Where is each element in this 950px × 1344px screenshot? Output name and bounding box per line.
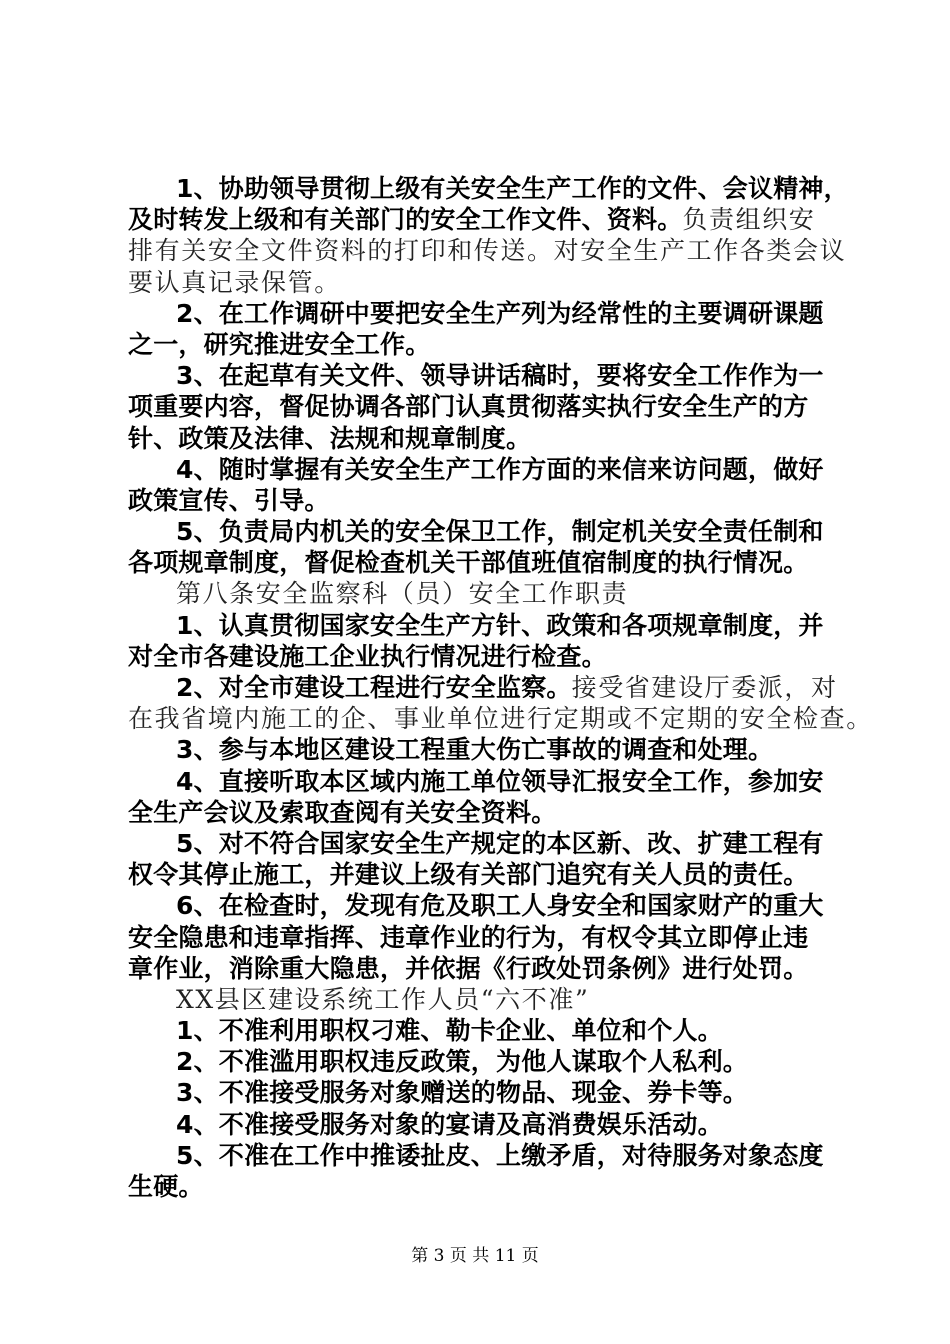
line-text: 章作业，消除重大隐患，并依据《行政处罚条例》进行处罚。 bbox=[128, 953, 809, 983]
line-text: 权令其停止施工，并建议上级有关部门追究有关人员的责任。 bbox=[128, 860, 809, 890]
line-text: 安全隐患和违章指挥、违章作业的行为，有权令其立即停止违 bbox=[128, 922, 809, 952]
text-line bbox=[128, 423, 848, 454]
text-line bbox=[128, 1140, 848, 1171]
text-line bbox=[128, 298, 848, 329]
line-text: 全生产会议及索取查阅有关安全资料。 bbox=[128, 797, 557, 827]
text-line bbox=[128, 1109, 848, 1140]
text-line bbox=[128, 890, 848, 921]
line-text: 4、不准接受服务对象的宴请及高消费娱乐活动。 bbox=[176, 1109, 723, 1139]
text-line bbox=[128, 360, 848, 391]
text-line bbox=[128, 610, 848, 641]
text-line bbox=[128, 953, 848, 984]
text-line bbox=[128, 204, 848, 235]
line-text: 2、在工作调研中要把安全生产列为经常性的主要调研课题 bbox=[176, 298, 824, 328]
text-line bbox=[128, 1077, 848, 1108]
line-text: 6、在检查时，发现有危及职工人身安全和国家财产的重大 bbox=[176, 891, 824, 921]
text-line bbox=[128, 766, 848, 797]
line-text: 生硬。 bbox=[128, 1172, 204, 1201]
text-line bbox=[128, 672, 848, 703]
line-text: 针、政策及法律、法规和规章制度。 bbox=[128, 423, 532, 453]
text-line bbox=[128, 828, 848, 859]
text-line bbox=[128, 1046, 848, 1077]
line-text: 1、不准利用职权刁难、勒卡企业、单位和个人。 bbox=[176, 1016, 723, 1046]
line-text: 2、不准滥用职权违反政策，为他人谋取个人私利。 bbox=[176, 1047, 748, 1077]
line-text: XX县区建设系统工作人员“六不准” bbox=[176, 984, 590, 1014]
line-text: 1、协助领导贯彻上级有关安全生产工作的文件、会议精神， bbox=[176, 174, 849, 203]
text-line bbox=[128, 516, 848, 547]
line-text-tail: 负责组织安 bbox=[682, 205, 816, 235]
text-line bbox=[128, 267, 848, 298]
text-line bbox=[128, 797, 848, 828]
text-line bbox=[128, 703, 873, 734]
text-line bbox=[128, 734, 848, 765]
document-body bbox=[128, 173, 873, 1202]
line-text: 在我省境内施工的企、事业单位进行定期或不定期的安全检查。 bbox=[128, 704, 873, 734]
text-line bbox=[128, 641, 848, 672]
line-text: 5、对不符合国家安全生产规定的本区新、改、扩建工程有 bbox=[176, 828, 824, 858]
text-line bbox=[128, 454, 848, 485]
line-text: 3、在起草有关文件、领导讲话稿时，要将安全工作作为一 bbox=[176, 361, 824, 391]
line-text: 1、认真贯彻国家安全生产方针、政策和各项规章制度，并 bbox=[176, 610, 824, 640]
line-text: 之一，研究推进安全工作。 bbox=[128, 329, 431, 359]
line-text: 各项规章制度，督促检查机关干部值班值宿制度的执行情况。 bbox=[128, 548, 809, 578]
text-line bbox=[128, 485, 848, 516]
text-line bbox=[128, 859, 848, 890]
line-text: 5、负责局内机关的安全保卫工作，制定机关安全责任制和 bbox=[176, 517, 824, 547]
line-text: 4、直接听取本区域内施工单位领导汇报安全工作，参加安 bbox=[176, 766, 824, 796]
text-line bbox=[128, 173, 848, 204]
text-line bbox=[128, 984, 848, 1015]
line-text: 3、参与本地区建设工程重大伤亡事故的调查和处理。 bbox=[176, 735, 774, 765]
line-text: 3、不准接受服务对象赠送的物品、现金、券卡等。 bbox=[176, 1078, 748, 1108]
text-line bbox=[128, 922, 848, 953]
text-line bbox=[128, 235, 848, 266]
line-text: 5、不准在工作中推诿扯皮、上缴矛盾，对待服务对象态度 bbox=[176, 1140, 824, 1170]
text-line bbox=[128, 329, 848, 360]
line-text: 项重要内容，督促协调各部门认真贯彻落实执行安全生产的方 bbox=[128, 392, 809, 422]
line-text: 4、随时掌握有关安全生产工作方面的来信来访问题，做好 bbox=[176, 454, 824, 484]
line-text: 排有关安全文件资料的打印和传送。对安全生产工作各类会议 bbox=[128, 236, 847, 266]
line-text: 第八条安全监察科（员）安全工作职责 bbox=[176, 579, 629, 609]
line-text-tail: 接受省建设厅委派，对 bbox=[571, 673, 838, 702]
line-text: 对全市各建设施工企业执行情况进行检查。 bbox=[128, 641, 607, 671]
line-text: 及时转发上级和有关部门的安全工作文件、资料。 bbox=[128, 205, 683, 235]
line-text: 2、对全市建设工程进行安全监察。 bbox=[176, 673, 572, 702]
text-line bbox=[128, 578, 848, 609]
text-line bbox=[128, 1171, 848, 1202]
line-text: 政策宣传、引导。 bbox=[128, 485, 330, 515]
text-line bbox=[128, 391, 848, 422]
page-footer: 第 3 页 共 11 页 bbox=[411, 1246, 539, 1266]
text-line bbox=[128, 547, 848, 578]
line-text: 要认真记录保管。 bbox=[128, 267, 341, 297]
text-line bbox=[128, 1015, 848, 1046]
